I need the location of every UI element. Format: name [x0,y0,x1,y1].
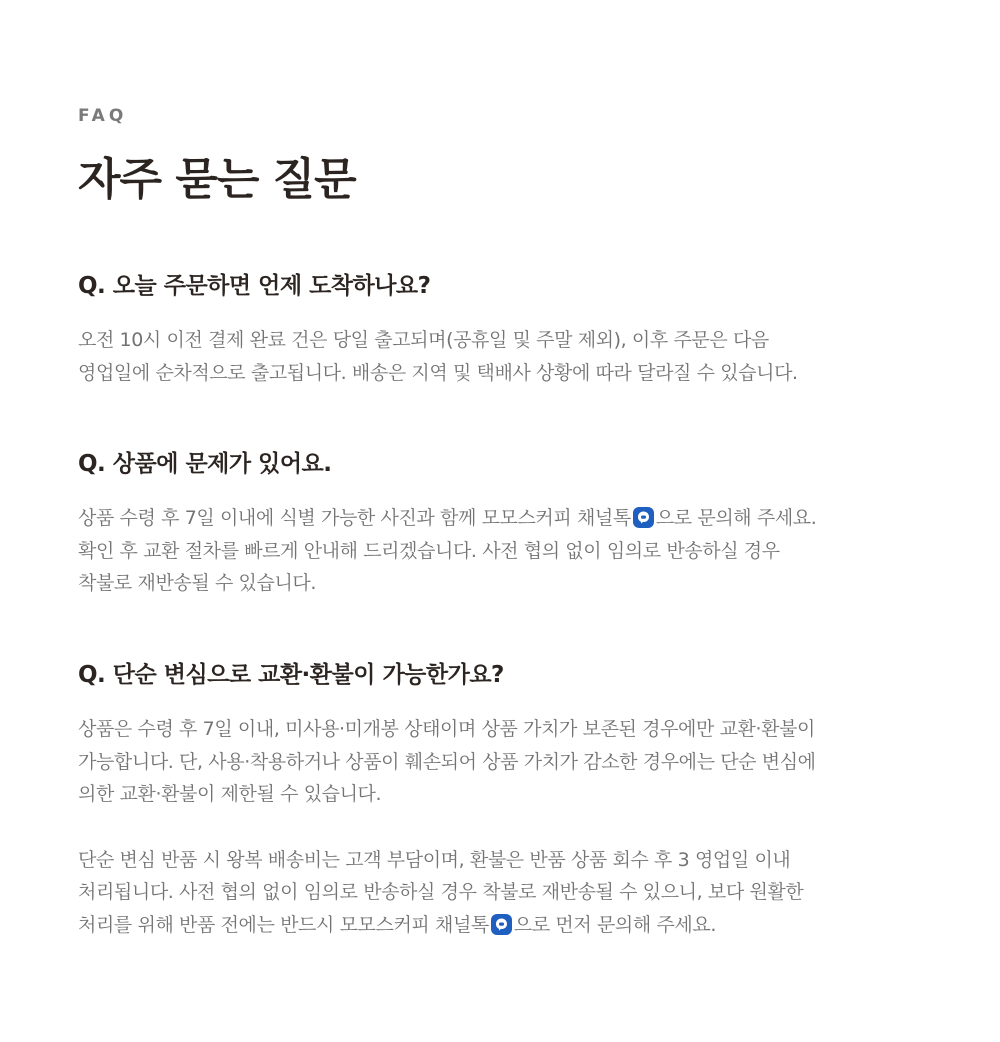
faq-item-product-issue [78,447,928,600]
faq-question: Q. 오늘 주문하면 언제 도착하나요? [78,273,431,299]
channel-talk-icon[interactable] [491,914,512,935]
answer-line: 가능합니다. 단, 사용·착용하거나 상품이 훼손되어 상품 가치가 감소한 경우에는 단순 변심에 [78,750,816,773]
faq-question: Q. 상품에 문제가 있어요. [78,451,332,477]
answer-text: 으로 문의해 주세요. [655,507,817,529]
answer-line [78,502,928,535]
answer-text: 처리를 위해 반품 전에는 반드시 모모스커피 채널톡 [78,913,489,936]
answer-line: 처리됩니다. 사전 협의 없이 임의로 반송하실 경우 착불로 재반송될 수 있으니, 보다 원활한 [78,881,804,903]
answer-line: 의한 교환·환불이 제한될 수 있습니다. [78,783,382,805]
faq-question: Q. 단순 변심으로 교환·환불이 가능한가요? [78,662,504,688]
answer-line [78,909,928,942]
answer-text: 으로 먼저 문의해 주세요. [513,913,716,936]
faq-answer [78,502,928,600]
channel-talk-icon[interactable] [633,507,654,528]
faq-item-delivery [78,269,928,389]
answer-line: 착불로 재반송될 수 있습니다. [78,572,317,594]
page-title: 자주 묻는 질문 [78,154,356,205]
answer-line: 오전 10시 이전 결제 완료 건은 당일 출고되며(공휴일 및 주말 제외), 이후 주문은 다음 [78,329,769,351]
answer-text: 상품 수령 후 7일 이내에 식별 가능한 사진과 함께 모모스커피 채널톡 [78,507,631,529]
faq-item-change-of-mind [78,658,928,941]
answer-line: 단순 변심 반품 시 왕복 배송비는 고객 부담이며, 환불은 반품 상품 회수 후 3 영업일 이내 [78,848,791,871]
faq-answer [78,713,928,811]
answer-line: 영업일에 순차적으로 출고됩니다. 배송은 지역 및 택배사 상황에 따라 달라질 수 있습니다. [78,361,798,384]
faq-answer [78,324,928,389]
answer-line: 확인 후 교환 절차를 빠르게 안내해 드리겠습니다. 사전 협의 없이 임의로 반송하실 경우 [78,539,780,562]
answer-line: 상품은 수령 후 7일 이내, 미사용·미개봉 상태이며 상품 가치가 보존된 경우에만 교환·환불이 [78,718,815,740]
section-eyebrow: FAQ [78,106,128,126]
faq-answer-continued [78,844,928,942]
